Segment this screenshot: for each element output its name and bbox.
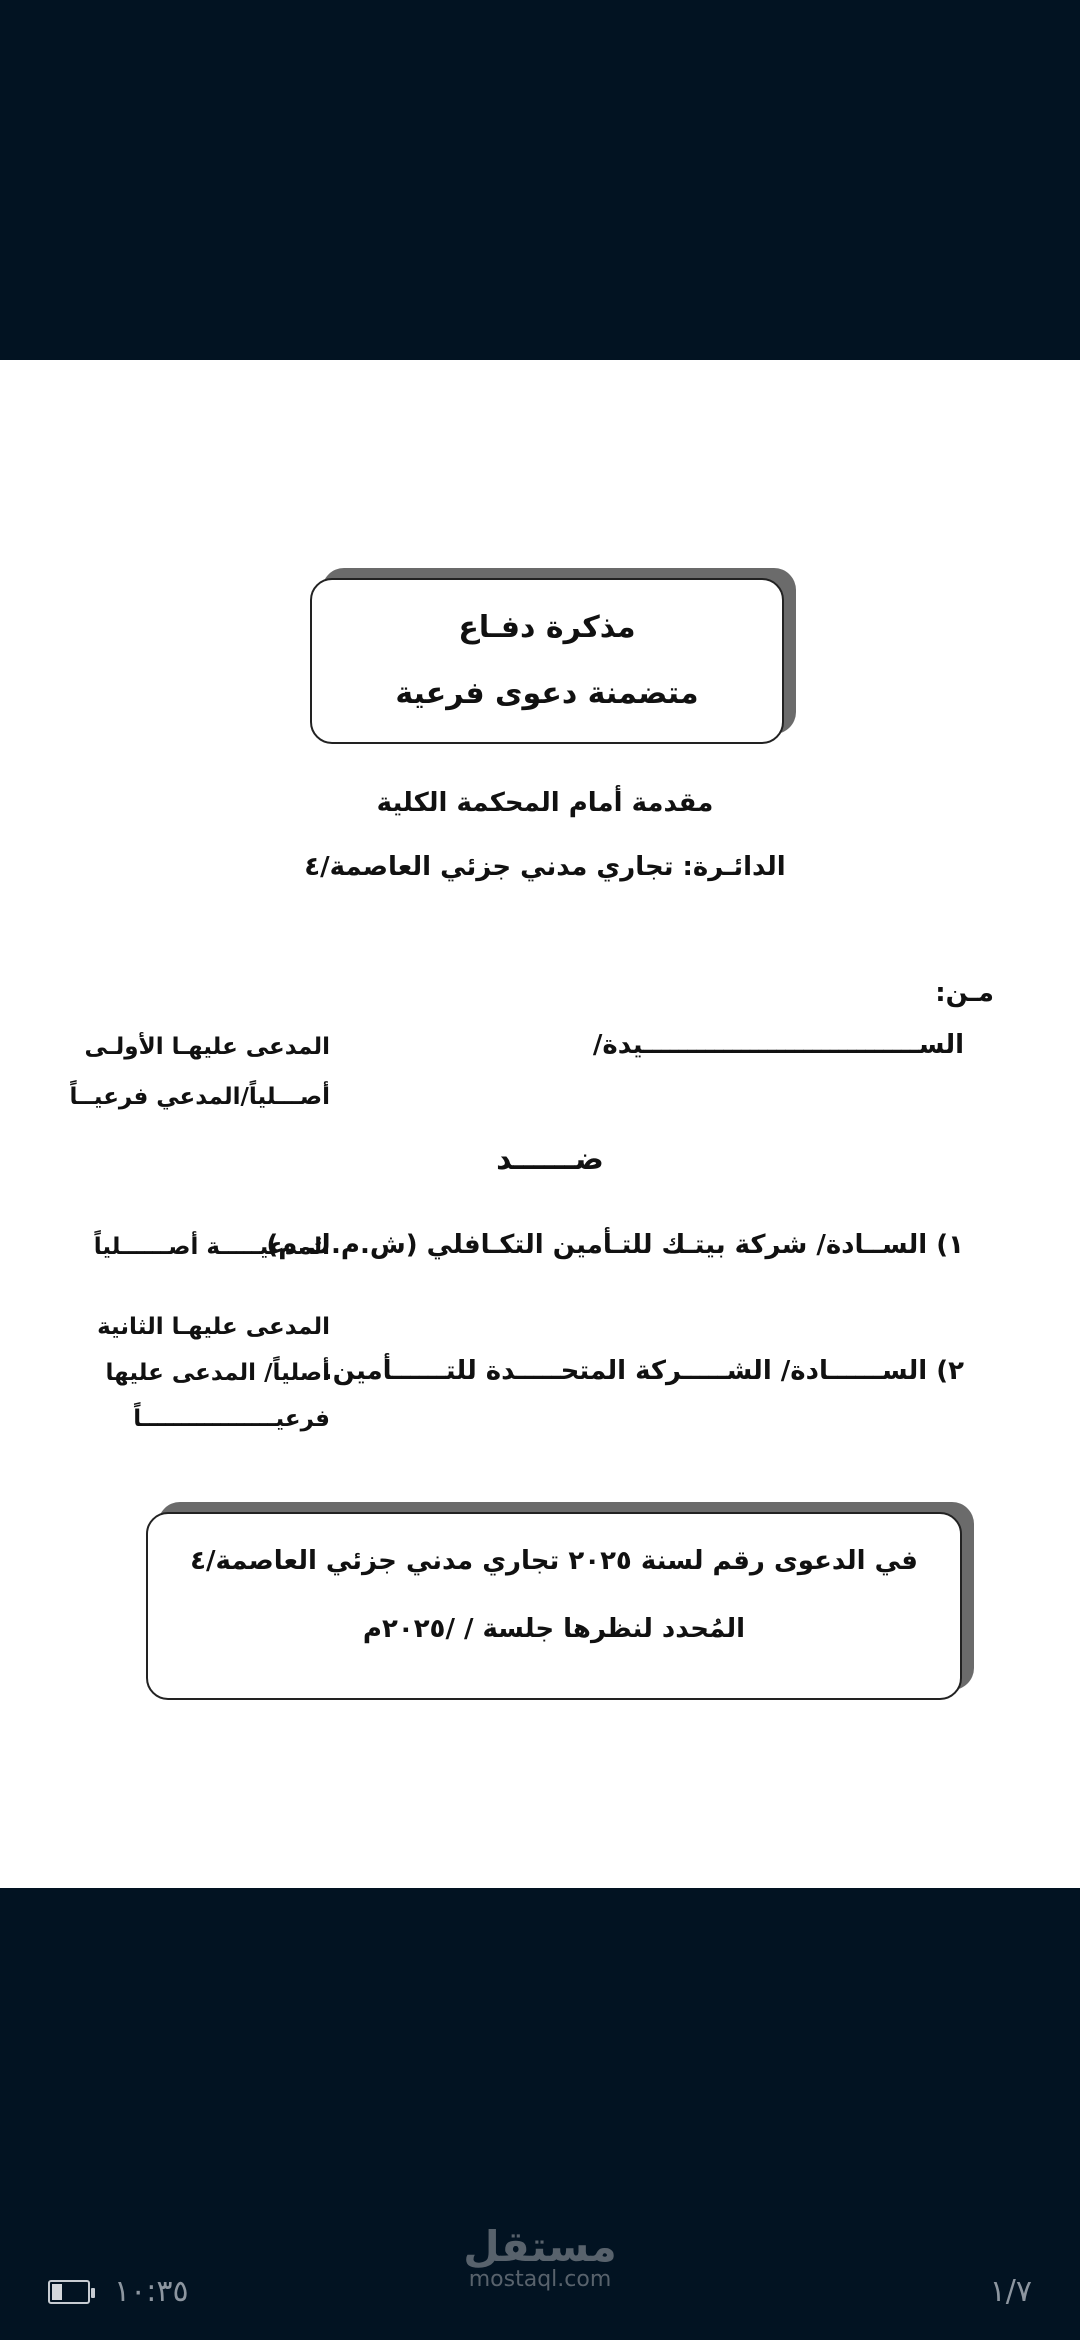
case-number: في الدعوى رقم لسنة ٢٠٢٥ تجاري مدني جزئي العاصمة/٤ [190,1546,918,1576]
defendant2-name: ٢) الســــــادة/ الشـــــركة المتحـــــدة للتــــــأمين. [322,1356,964,1386]
defendant2-role-line2: أصلياً/ المدعى عليها [105,1360,330,1386]
watermark-brand: مستقل [463,2222,617,2271]
versus-label: ضــــــد [496,1142,604,1177]
court-presented-to: مقدمة أمام المحكمة الكلية [376,788,714,818]
watermark-domain: mostaql.com [468,2267,612,2292]
mostaql-watermark [440,2222,640,2292]
session-date: المُحدد لنظرها جلسة / /٢٠٢٥م [362,1614,746,1644]
memo-title-box [310,578,784,744]
memo-title: مذكرة دفـاع [458,610,636,645]
battery-icon [48,2280,90,2304]
from-label: مـن: [935,978,994,1008]
plaintiff-name: الســـــــــــــــــــــــــــــــيدة/ [592,1030,964,1060]
document-page [0,360,1080,1888]
clock-time: ١٠:٣٥ [114,2274,189,2309]
plaintiff-role-line2: أصـــلياً/المدعي فرعيــاً [69,1084,330,1110]
page-indicator: ١/٧ [989,2274,1032,2309]
defendant2-role-line3: فرعيـــــــــــــــــاً [133,1406,330,1432]
plaintiff-role-line1: المدعى عليهـا الأولـى [84,1034,330,1060]
case-info-box [146,1512,962,1700]
defendant1-role: المدعيـــــة أصــــــلياً [93,1234,330,1260]
court-circuit: الدائـرة: تجاري مدني جزئي العاصمة/٤ [304,852,786,882]
memo-subtitle: متضمنة دعوى فرعية [395,676,699,711]
defendant1-name: ١) الســادة/ شركة بيتـك للتـأمين التكـافلي (ش.م.ك.م) [266,1230,964,1260]
defendant2-role-line1: المدعى عليهـا الثانية [97,1314,330,1340]
